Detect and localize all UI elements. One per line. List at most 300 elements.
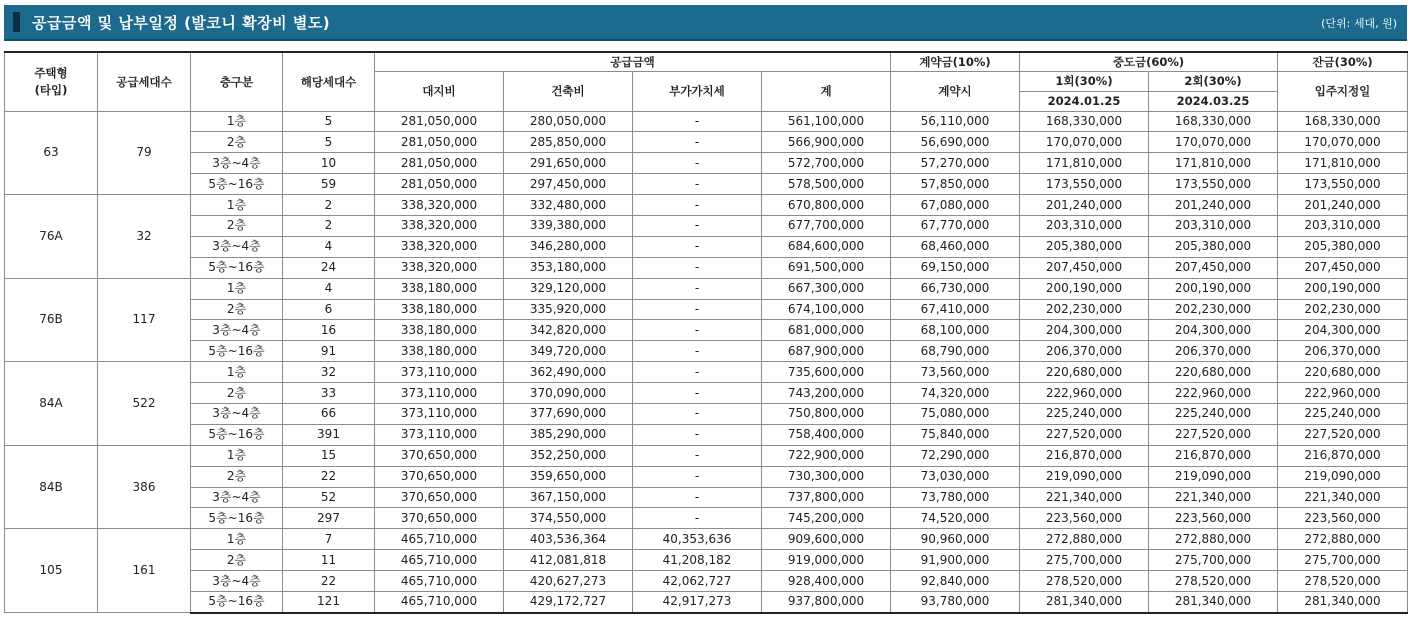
table-row — [5, 424, 1408, 445]
middle-1-cell: 200,190,000 — [1020, 278, 1149, 299]
header-deposit: 계약금(10%) — [891, 52, 1020, 71]
middle-1-cell: 168,330,000 — [1020, 111, 1149, 132]
type-cell: 84A — [5, 362, 98, 446]
middle-1-cell: 173,550,000 — [1020, 174, 1149, 195]
type-cell: 105 — [5, 529, 98, 613]
floor-cell: 3층~4층 — [191, 487, 283, 508]
header-building: 건축비 — [504, 71, 633, 111]
header-middle-2-date: 2024.03.25 — [1149, 91, 1278, 111]
total-cell: 566,900,000 — [762, 132, 891, 153]
building-cell: 335,920,000 — [504, 299, 633, 320]
type-cell: 84B — [5, 445, 98, 529]
deposit-cell: 68,790,000 — [891, 341, 1020, 362]
total-cell: 674,100,000 — [762, 299, 891, 320]
land-cell: 370,650,000 — [375, 466, 504, 487]
deposit-cell: 75,840,000 — [891, 424, 1020, 445]
floor-households-cell: 2 — [283, 195, 375, 216]
table-row — [5, 257, 1408, 278]
middle-1-cell: 201,240,000 — [1020, 195, 1149, 216]
table-row — [5, 383, 1408, 404]
middle-1-cell: 272,880,000 — [1020, 529, 1149, 550]
middle-1-cell: 171,810,000 — [1020, 153, 1149, 174]
total-cell: 677,700,000 — [762, 215, 891, 236]
header-balance: 잔금(30%) — [1278, 52, 1408, 71]
deposit-cell: 73,560,000 — [891, 362, 1020, 383]
deposit-cell: 93,780,000 — [891, 591, 1020, 612]
building-cell: 342,820,000 — [504, 320, 633, 341]
total-cell: 691,500,000 — [762, 257, 891, 278]
header-floor-households: 해당세대수 — [283, 52, 375, 111]
balance-cell: 227,520,000 — [1278, 424, 1408, 445]
land-cell: 338,320,000 — [375, 195, 504, 216]
vat-cell: - — [633, 132, 762, 153]
total-cell: 730,300,000 — [762, 466, 891, 487]
floor-cell: 1층 — [191, 278, 283, 299]
floor-cell: 1층 — [191, 445, 283, 466]
balance-cell: 170,070,000 — [1278, 132, 1408, 153]
land-cell: 281,050,000 — [375, 132, 504, 153]
balance-cell: 272,880,000 — [1278, 529, 1408, 550]
land-cell: 373,110,000 — [375, 383, 504, 404]
land-cell: 338,320,000 — [375, 236, 504, 257]
middle-1-cell: 221,340,000 — [1020, 487, 1149, 508]
balance-cell: 201,240,000 — [1278, 195, 1408, 216]
total-cell: 670,800,000 — [762, 195, 891, 216]
floor-cell: 3층~4층 — [191, 320, 283, 341]
header-balance-when: 입주지정일 — [1278, 71, 1408, 111]
deposit-cell: 57,270,000 — [891, 153, 1020, 174]
header-deposit-when: 계약시 — [891, 71, 1020, 111]
table-row — [5, 550, 1408, 571]
total-cell: 743,200,000 — [762, 383, 891, 404]
header-total: 계 — [762, 71, 891, 111]
balance-cell: 278,520,000 — [1278, 571, 1408, 592]
table-row — [5, 362, 1408, 383]
total-cell: 684,600,000 — [762, 236, 891, 257]
table-row — [5, 341, 1408, 362]
middle-2-cell: 207,450,000 — [1149, 257, 1278, 278]
deposit-cell: 75,080,000 — [891, 403, 1020, 424]
total-cell: 572,700,000 — [762, 153, 891, 174]
balance-cell: 216,870,000 — [1278, 445, 1408, 466]
balance-cell: 200,190,000 — [1278, 278, 1408, 299]
floor-households-cell: 5 — [283, 111, 375, 132]
middle-2-cell: 281,340,000 — [1149, 591, 1278, 612]
floor-cell: 1층 — [191, 111, 283, 132]
total-cell: 758,400,000 — [762, 424, 891, 445]
floor-households-cell: 22 — [283, 466, 375, 487]
total-cell: 561,100,000 — [762, 111, 891, 132]
vat-cell: - — [633, 174, 762, 195]
header-middle-1-date: 2024.01.25 — [1020, 91, 1149, 111]
floor-households-cell: 297 — [283, 508, 375, 529]
building-cell: 280,050,000 — [504, 111, 633, 132]
land-cell: 281,050,000 — [375, 153, 504, 174]
deposit-cell: 67,080,000 — [891, 195, 1020, 216]
floor-households-cell: 15 — [283, 445, 375, 466]
floor-cell: 2층 — [191, 550, 283, 571]
table-row — [5, 299, 1408, 320]
vat-cell: - — [633, 445, 762, 466]
middle-1-cell: 222,960,000 — [1020, 383, 1149, 404]
balance-cell: 202,230,000 — [1278, 299, 1408, 320]
building-cell: 291,650,000 — [504, 153, 633, 174]
floor-households-cell: 391 — [283, 424, 375, 445]
middle-2-cell: 201,240,000 — [1149, 195, 1278, 216]
land-cell: 373,110,000 — [375, 424, 504, 445]
land-cell: 338,180,000 — [375, 341, 504, 362]
vat-cell: - — [633, 278, 762, 299]
vat-cell: - — [633, 466, 762, 487]
total-cell: 919,000,000 — [762, 550, 891, 571]
middle-1-cell: 206,370,000 — [1020, 341, 1149, 362]
households-cell: 117 — [98, 278, 191, 362]
title-accent — [13, 12, 20, 32]
header-middle-2: 2회(30%) — [1149, 71, 1278, 91]
middle-1-cell: 220,680,000 — [1020, 362, 1149, 383]
total-cell: 737,800,000 — [762, 487, 891, 508]
balance-cell: 221,340,000 — [1278, 487, 1408, 508]
floor-cell: 3층~4층 — [191, 403, 283, 424]
middle-1-cell: 202,230,000 — [1020, 299, 1149, 320]
total-cell: 667,300,000 — [762, 278, 891, 299]
deposit-cell: 57,850,000 — [891, 174, 1020, 195]
floor-cell: 5층~16층 — [191, 508, 283, 529]
floor-households-cell: 52 — [283, 487, 375, 508]
deposit-cell: 73,780,000 — [891, 487, 1020, 508]
floor-households-cell: 10 — [283, 153, 375, 174]
building-cell: 385,290,000 — [504, 424, 633, 445]
balance-cell: 204,300,000 — [1278, 320, 1408, 341]
land-cell: 338,320,000 — [375, 215, 504, 236]
building-cell: 367,150,000 — [504, 487, 633, 508]
middle-1-cell: 281,340,000 — [1020, 591, 1149, 612]
land-cell: 338,180,000 — [375, 320, 504, 341]
middle-2-cell: 223,560,000 — [1149, 508, 1278, 529]
building-cell: 349,720,000 — [504, 341, 633, 362]
land-cell: 281,050,000 — [375, 174, 504, 195]
deposit-cell: 56,690,000 — [891, 132, 1020, 153]
floor-households-cell: 6 — [283, 299, 375, 320]
middle-1-cell: 225,240,000 — [1020, 403, 1149, 424]
land-cell: 370,650,000 — [375, 487, 504, 508]
households-cell: 522 — [98, 362, 191, 446]
floor-households-cell: 11 — [283, 550, 375, 571]
header-land: 대지비 — [375, 71, 504, 111]
floor-households-cell: 22 — [283, 571, 375, 592]
floor-cell: 1층 — [191, 362, 283, 383]
price-table-body — [5, 111, 1408, 613]
vat-cell: 40,353,636 — [633, 529, 762, 550]
deposit-cell: 90,960,000 — [891, 529, 1020, 550]
floor-households-cell: 91 — [283, 341, 375, 362]
balance-cell: 173,550,000 — [1278, 174, 1408, 195]
floor-households-cell: 2 — [283, 215, 375, 236]
balance-cell: 220,680,000 — [1278, 362, 1408, 383]
floor-households-cell: 4 — [283, 236, 375, 257]
deposit-cell: 73,030,000 — [891, 466, 1020, 487]
floor-households-cell: 5 — [283, 132, 375, 153]
vat-cell: - — [633, 487, 762, 508]
floor-cell: 5층~16층 — [191, 341, 283, 362]
land-cell: 465,710,000 — [375, 529, 504, 550]
building-cell: 370,090,000 — [504, 383, 633, 404]
floor-households-cell: 32 — [283, 362, 375, 383]
middle-2-cell: 168,330,000 — [1149, 111, 1278, 132]
floor-cell: 1층 — [191, 195, 283, 216]
table-row — [5, 466, 1408, 487]
floor-cell: 5층~16층 — [191, 257, 283, 278]
vat-cell: 42,062,727 — [633, 571, 762, 592]
building-cell: 352,250,000 — [504, 445, 633, 466]
middle-1-cell: 278,520,000 — [1020, 571, 1149, 592]
header-type: 주택형 (타입) — [5, 52, 98, 111]
vat-cell: - — [633, 236, 762, 257]
type-cell: 76B — [5, 278, 98, 362]
building-cell: 403,536,364 — [504, 529, 633, 550]
floor-cell: 2층 — [191, 383, 283, 404]
middle-2-cell: 206,370,000 — [1149, 341, 1278, 362]
table-row — [5, 320, 1408, 341]
table-row — [5, 571, 1408, 592]
building-cell: 353,180,000 — [504, 257, 633, 278]
building-cell: 429,172,727 — [504, 591, 633, 612]
middle-1-cell: 227,520,000 — [1020, 424, 1149, 445]
floor-cell: 2층 — [191, 215, 283, 236]
balance-cell: 171,810,000 — [1278, 153, 1408, 174]
floor-households-cell: 121 — [283, 591, 375, 612]
floor-households-cell: 24 — [283, 257, 375, 278]
middle-1-cell: 170,070,000 — [1020, 132, 1149, 153]
building-cell: 374,550,000 — [504, 508, 633, 529]
deposit-cell: 72,290,000 — [891, 445, 1020, 466]
middle-1-cell: 203,310,000 — [1020, 215, 1149, 236]
vat-cell: 42,917,273 — [633, 591, 762, 612]
total-cell: 578,500,000 — [762, 174, 891, 195]
building-cell: 332,480,000 — [504, 195, 633, 216]
header-middle-1: 1회(30%) — [1020, 71, 1149, 91]
land-cell: 370,650,000 — [375, 445, 504, 466]
table-row — [5, 591, 1408, 612]
floor-households-cell: 66 — [283, 403, 375, 424]
total-cell: 735,600,000 — [762, 362, 891, 383]
deposit-cell: 67,770,000 — [891, 215, 1020, 236]
total-cell: 681,000,000 — [762, 320, 891, 341]
middle-2-cell: 222,960,000 — [1149, 383, 1278, 404]
header-vat: 부가가치세 — [633, 71, 762, 111]
land-cell: 373,110,000 — [375, 403, 504, 424]
vat-cell: - — [633, 299, 762, 320]
middle-2-cell: 200,190,000 — [1149, 278, 1278, 299]
balance-cell: 219,090,000 — [1278, 466, 1408, 487]
deposit-cell: 92,840,000 — [891, 571, 1020, 592]
vat-cell: - — [633, 195, 762, 216]
table-row — [5, 278, 1408, 299]
middle-1-cell: 205,380,000 — [1020, 236, 1149, 257]
middle-2-cell: 171,810,000 — [1149, 153, 1278, 174]
table-row — [5, 153, 1408, 174]
land-cell: 465,710,000 — [375, 550, 504, 571]
vat-cell: - — [633, 320, 762, 341]
balance-cell: 207,450,000 — [1278, 257, 1408, 278]
middle-2-cell: 202,230,000 — [1149, 299, 1278, 320]
balance-cell: 275,700,000 — [1278, 550, 1408, 571]
deposit-cell: 68,100,000 — [891, 320, 1020, 341]
table-row — [5, 487, 1408, 508]
vat-cell: - — [633, 383, 762, 404]
balance-cell: 225,240,000 — [1278, 403, 1408, 424]
header-supply-amount: 공급금액 — [375, 52, 891, 71]
floor-households-cell: 33 — [283, 383, 375, 404]
total-cell: 937,800,000 — [762, 591, 891, 612]
deposit-cell: 91,900,000 — [891, 550, 1020, 571]
households-cell: 386 — [98, 445, 191, 529]
total-cell: 745,200,000 — [762, 508, 891, 529]
building-cell: 329,120,000 — [504, 278, 633, 299]
land-cell: 373,110,000 — [375, 362, 504, 383]
balance-cell: 222,960,000 — [1278, 383, 1408, 404]
table-row — [5, 132, 1408, 153]
deposit-cell: 74,520,000 — [891, 508, 1020, 529]
middle-2-cell: 204,300,000 — [1149, 320, 1278, 341]
balance-cell: 203,310,000 — [1278, 215, 1408, 236]
building-cell: 339,380,000 — [504, 215, 633, 236]
building-cell: 285,850,000 — [504, 132, 633, 153]
middle-2-cell: 225,240,000 — [1149, 403, 1278, 424]
land-cell: 338,180,000 — [375, 278, 504, 299]
vat-cell: 41,208,182 — [633, 550, 762, 571]
unit-note: (단위: 세대, 원) — [1321, 17, 1397, 30]
price-table — [4, 51, 1408, 614]
balance-cell: 205,380,000 — [1278, 236, 1408, 257]
middle-1-cell: 204,300,000 — [1020, 320, 1149, 341]
building-cell: 346,280,000 — [504, 236, 633, 257]
table-row — [5, 174, 1408, 195]
vat-cell: - — [633, 362, 762, 383]
total-cell: 928,400,000 — [762, 571, 891, 592]
households-cell: 161 — [98, 529, 191, 613]
header-middle: 중도금(60%) — [1020, 52, 1278, 71]
deposit-cell: 66,730,000 — [891, 278, 1020, 299]
floor-cell: 2층 — [191, 466, 283, 487]
floor-households-cell: 7 — [283, 529, 375, 550]
floor-cell: 5층~16층 — [191, 591, 283, 612]
type-cell: 63 — [5, 111, 98, 195]
balance-cell: 223,560,000 — [1278, 508, 1408, 529]
floor-cell: 3층~4층 — [191, 236, 283, 257]
middle-1-cell: 207,450,000 — [1020, 257, 1149, 278]
total-cell: 722,900,000 — [762, 445, 891, 466]
middle-1-cell: 216,870,000 — [1020, 445, 1149, 466]
vat-cell: - — [633, 508, 762, 529]
deposit-cell: 68,460,000 — [891, 236, 1020, 257]
table-row — [5, 445, 1408, 466]
middle-2-cell: 219,090,000 — [1149, 466, 1278, 487]
land-cell: 465,710,000 — [375, 591, 504, 612]
building-cell: 297,450,000 — [504, 174, 633, 195]
middle-2-cell: 220,680,000 — [1149, 362, 1278, 383]
vat-cell: - — [633, 215, 762, 236]
floor-cell: 2층 — [191, 299, 283, 320]
land-cell: 338,320,000 — [375, 257, 504, 278]
land-cell: 338,180,000 — [375, 299, 504, 320]
table-row — [5, 236, 1408, 257]
building-cell: 362,490,000 — [504, 362, 633, 383]
page-title: 공급금액 및 납부일정 (발코니 확장비 별도) — [32, 14, 331, 32]
middle-2-cell: 216,870,000 — [1149, 445, 1278, 466]
vat-cell: - — [633, 403, 762, 424]
balance-cell: 206,370,000 — [1278, 341, 1408, 362]
total-cell: 687,900,000 — [762, 341, 891, 362]
deposit-cell: 67,410,000 — [891, 299, 1020, 320]
floor-households-cell: 59 — [283, 174, 375, 195]
middle-2-cell: 221,340,000 — [1149, 487, 1278, 508]
table-row — [5, 111, 1408, 132]
balance-cell: 281,340,000 — [1278, 591, 1408, 612]
building-cell: 359,650,000 — [504, 466, 633, 487]
table-row — [5, 215, 1408, 236]
middle-1-cell: 275,700,000 — [1020, 550, 1149, 571]
land-cell: 281,050,000 — [375, 111, 504, 132]
middle-2-cell: 227,520,000 — [1149, 424, 1278, 445]
header-floor: 층구분 — [191, 52, 283, 111]
middle-2-cell: 205,380,000 — [1149, 236, 1278, 257]
middle-2-cell: 275,700,000 — [1149, 550, 1278, 571]
deposit-cell: 74,320,000 — [891, 383, 1020, 404]
header-households: 공급세대수 — [98, 52, 191, 111]
land-cell: 370,650,000 — [375, 508, 504, 529]
middle-2-cell: 203,310,000 — [1149, 215, 1278, 236]
vat-cell: - — [633, 153, 762, 174]
floor-cell: 3층~4층 — [191, 571, 283, 592]
table-row — [5, 195, 1408, 216]
building-cell: 412,081,818 — [504, 550, 633, 571]
title-bar — [4, 5, 1407, 41]
total-cell: 909,600,000 — [762, 529, 891, 550]
table-row — [5, 529, 1408, 550]
type-cell: 76A — [5, 195, 98, 279]
deposit-cell: 69,150,000 — [891, 257, 1020, 278]
land-cell: 465,710,000 — [375, 571, 504, 592]
table-row — [5, 403, 1408, 424]
middle-2-cell: 173,550,000 — [1149, 174, 1278, 195]
floor-cell: 5층~16층 — [191, 424, 283, 445]
vat-cell: - — [633, 341, 762, 362]
floor-cell: 1층 — [191, 529, 283, 550]
floor-households-cell: 4 — [283, 278, 375, 299]
balance-cell: 168,330,000 — [1278, 111, 1408, 132]
vat-cell: - — [633, 257, 762, 278]
floor-cell: 3층~4층 — [191, 153, 283, 174]
floor-cell: 5층~16층 — [191, 174, 283, 195]
total-cell: 750,800,000 — [762, 403, 891, 424]
households-cell: 79 — [98, 111, 191, 195]
middle-2-cell: 170,070,000 — [1149, 132, 1278, 153]
middle-2-cell: 272,880,000 — [1149, 529, 1278, 550]
middle-1-cell: 219,090,000 — [1020, 466, 1149, 487]
middle-2-cell: 278,520,000 — [1149, 571, 1278, 592]
building-cell: 420,627,273 — [504, 571, 633, 592]
households-cell: 32 — [98, 195, 191, 279]
floor-households-cell: 16 — [283, 320, 375, 341]
deposit-cell: 56,110,000 — [891, 111, 1020, 132]
table-row — [5, 508, 1408, 529]
middle-1-cell: 223,560,000 — [1020, 508, 1149, 529]
vat-cell: - — [633, 424, 762, 445]
vat-cell: - — [633, 111, 762, 132]
floor-cell: 2층 — [191, 132, 283, 153]
building-cell: 377,690,000 — [504, 403, 633, 424]
